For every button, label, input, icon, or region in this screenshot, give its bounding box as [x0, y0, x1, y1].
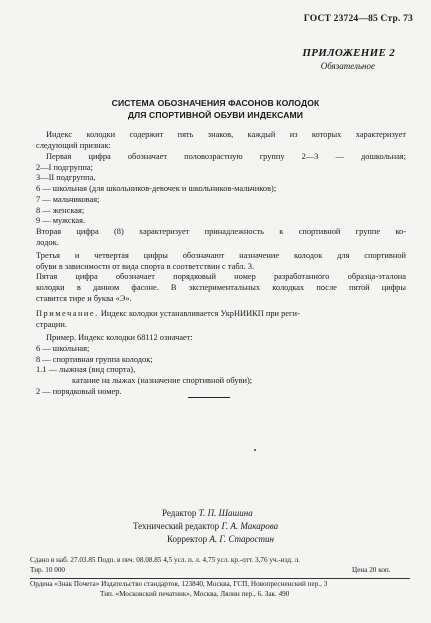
list-item: 2—I подгруппа; [36, 163, 93, 172]
proofreader-name: А. Г. Старостин [209, 534, 275, 544]
imprint-line-1: Сдано в наб. 27.03.85 Подп. в печ. 08.08.85 4,5 усл. п. л. 4,75 усл. кр.-отт. 3,76 уч.-изд. л. [30, 556, 300, 564]
tech-editor-credit [133, 520, 278, 533]
paragraph-line: лодок. [36, 238, 59, 247]
note-label: Примечание. [36, 309, 99, 318]
editor-name: Т. П. Шашина [198, 508, 253, 518]
paragraph-line: ставится тире и буква «Э». [36, 294, 132, 303]
tech-editor-role: Технический редактор [133, 521, 220, 531]
list-item: 3—II подгруппа, [36, 173, 96, 182]
standard-header: ГОСТ 23724—85 Стр. 73 [303, 14, 413, 24]
note-text: Индекс колодки устанавливается УкрНИИКП при реги- [98, 309, 300, 318]
example-item: 8 — спортивная группа колодок; [36, 355, 153, 364]
tech-editor-name: Г. А. Макарова [221, 521, 279, 531]
example-line: Пример. Индекс колодки 68112 означает: [46, 333, 193, 342]
list-item: 7 — мальчиковая; [36, 195, 100, 204]
section-divider [188, 397, 230, 398]
example-item: 1.1 — лыжная (вид спорта), [36, 365, 136, 374]
print-speck [254, 449, 256, 451]
paragraph-line: Первая цифра обозначает половозрастную группу 2—3 — дошкольная; [46, 152, 406, 161]
paragraph-line: Третья и четвертая цифры обозначают назначение колодок для спортивной [36, 251, 406, 260]
paragraph-line: колодки в данном фасоне. В экспериментальных колодках после пятой цифры [36, 283, 406, 292]
editor-credit [162, 507, 253, 520]
list-item: 6 — школьная (для школьников-девочек и школьников-мальчиков); [36, 184, 277, 193]
appendix-title: ПРИЛОЖЕНИЕ 2 [302, 47, 395, 59]
list-item: 9 — мужская. [36, 216, 86, 225]
proofreader-credit [167, 533, 274, 546]
imprint-rule [30, 578, 410, 579]
paragraph-line: обуви в зависимости от вида спорта в соответствии с табл. 3. [36, 262, 255, 271]
paragraph-line: Пятая цифра обозначает порядковый номер разработанного образца-эталона [36, 272, 406, 281]
imprint-print-run: Тир. 10 000 [30, 566, 66, 574]
editor-role: Редактор [162, 508, 197, 518]
example-item: 6 — школьная; [36, 344, 90, 353]
section-title-line-2: ДЛЯ СПОРТИВНОЙ ОБУВИ ИНДЕКСАМИ [127, 110, 304, 120]
proofreader-role: Корректор [167, 534, 208, 544]
example-item: катание на лыжах (назначение спортивной обуви); [72, 376, 253, 385]
paragraph-line: Индекс колодки содержит пять знаков, каждый из которых характеризует [46, 130, 406, 139]
section-title-line-1: СИСТЕМА ОБОЗНАЧЕНИЯ ФАСОНОВ КОЛОДОК [111, 98, 320, 108]
paragraph-line: следующий признак: [36, 141, 111, 150]
example-item: 2 — порядковый номер. [36, 387, 122, 396]
imprint-publisher: Ордена «Знак Почета» Издательство стандартов, 123840, Москва, ГСП, Новопресненский пер., 3 [30, 580, 328, 588]
imprint-printer: Тип. «Московский печатник», Москва, Лялин пер., 6. Зак. 490 [100, 590, 290, 598]
note-line [36, 309, 300, 320]
paragraph-line: Вторая цифра (8) характеризует принадлежность к спортивной группе ко- [36, 227, 406, 236]
imprint-price: Цена 20 коп. [352, 566, 391, 574]
list-item: 8 — женская; [36, 206, 85, 215]
note-line: страции. [36, 320, 67, 329]
appendix-status: Обязательное [320, 61, 375, 71]
